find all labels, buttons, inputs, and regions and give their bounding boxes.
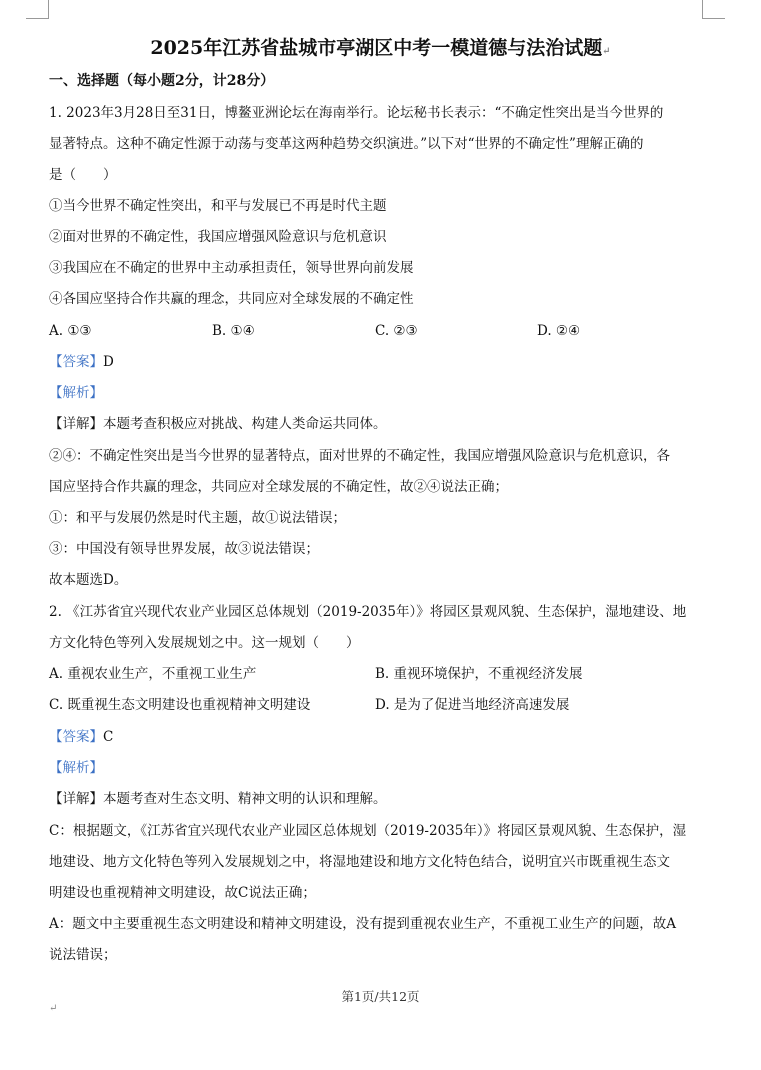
q2-analysis-tag: 【解析】 bbox=[49, 760, 103, 776]
q1-option-a: A. ①③ bbox=[49, 323, 92, 339]
crop-mark-top-right bbox=[702, 0, 725, 19]
q1-stem-line: 1. 2023年3月28日至31日，博鳌亚洲论坛在海南举行。论坛秘书长表示：“不确定性突出是当今世界的 bbox=[49, 105, 664, 121]
q2-explain-line: 地建设、地方文化特色等列入发展规划之中，将湿地建设和地方文化特色结合，说明宜兴市既重视生态文 bbox=[49, 854, 670, 870]
q2-detail: 【详解】本题考查对生态文明、精神文明的认识和理解。 bbox=[49, 791, 387, 807]
q2-option-a: A. 重视农业生产，不重视工业生产 bbox=[49, 666, 257, 682]
section-heading: 一、选择题（每小题2分，计28分） bbox=[49, 73, 275, 89]
page-title: 2025年江苏省盐城市亭湖区中考一模道德与法治试题↵ bbox=[150, 37, 611, 59]
q2-option-b: B. 重视环境保护，不重视经济发展 bbox=[375, 666, 583, 682]
paragraph-mark-icon: ↵ bbox=[49, 1003, 58, 1014]
q1-answer: 【答案】D bbox=[49, 354, 114, 370]
q1-explain-line: ②④：不确定性突出是当今世界的显著特点，面对世界的不确定性，我国应增强风险意识与危机意识，各 bbox=[49, 448, 670, 464]
crop-mark-top-left bbox=[26, 0, 49, 19]
q1-option-c: C. ②③ bbox=[375, 323, 418, 339]
q2-explain-line: A：题文中主要重视生态文明建设和精神文明建设，没有提到重视农业生产，不重视工业生产的问题，故A bbox=[49, 916, 676, 932]
q1-stem-line: 显著特点。这种不确定性源于动荡与变革这两种趋势交织演进。”以下对“世界的不确定性”理解正确的 bbox=[49, 136, 644, 152]
q1-statement: ①当今世界不确定性突出，和平与发展已不再是时代主题 bbox=[49, 198, 387, 214]
q2-explain-line: C：根据题文，《江苏省宜兴现代农业产业园区总体规划（2019-2035年）》将园区景观风貌、生态保护，湿 bbox=[49, 823, 687, 839]
q2-option-c: C. 既重视生态文明建设也重视精神文明建设 bbox=[49, 697, 311, 713]
q2-explain-line: 明建设也重视精神文明建设，故C说法正确； bbox=[49, 885, 316, 901]
q1-analysis-tag: 【解析】 bbox=[49, 385, 103, 401]
q1-statement: ③我国应在不确定的世界中主动承担责任，领导世界向前发展 bbox=[49, 260, 414, 276]
q1-option-b: B. ①④ bbox=[212, 323, 255, 339]
q2-answer: 【答案】C bbox=[49, 729, 114, 745]
q1-detail: 【详解】本题考查积极应对挑战、构建人类命运共同体。 bbox=[49, 416, 387, 432]
q2-option-d: D. 是为了促进当地经济高速发展 bbox=[375, 697, 570, 713]
q1-stem-line: 是（ ） bbox=[49, 167, 117, 183]
q1-statement: ④各国应坚持合作共赢的理念，共同应对全球发展的不确定性 bbox=[49, 291, 414, 307]
page-footer: 第1页/共12页 bbox=[341, 989, 420, 1004]
q1-option-d: D. ②④ bbox=[537, 323, 581, 339]
q1-explain-line: ①：和平与发展仍然是时代主题，故①说法错误； bbox=[49, 510, 346, 526]
q1-explain-line: ③：中国没有领导世界发展，故③说法错误； bbox=[49, 541, 319, 557]
q1-explain-line: 故本题选D。 bbox=[49, 572, 128, 588]
q2-explain-line: 说法错误； bbox=[49, 947, 117, 963]
q1-statement: ②面对世界的不确定性，我国应增强风险意识与危机意识 bbox=[49, 229, 387, 245]
q1-explain-line: 国应坚持合作共赢的理念，共同应对全球发展的不确定性，故②④说法正确； bbox=[49, 479, 508, 495]
q2-stem-line: 2. 《江苏省宜兴现代农业产业园区总体规划（2019-2035年）》将园区景观风貌、生态保护，湿地建设、地 bbox=[49, 604, 687, 620]
q2-stem-line: 方文化特色等列入发展规划之中。这一规划（ ） bbox=[49, 635, 360, 651]
